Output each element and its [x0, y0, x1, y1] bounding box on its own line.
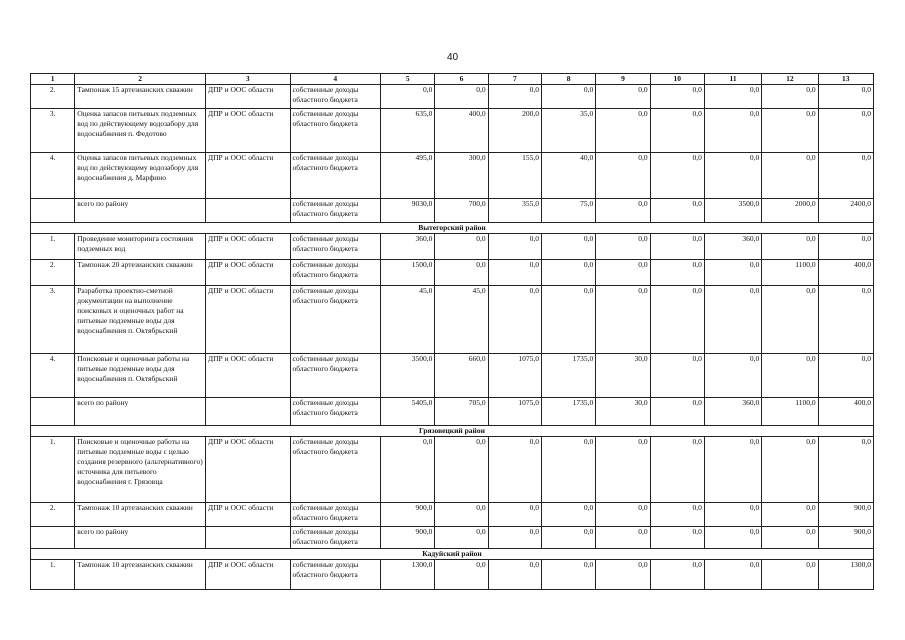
amount-col-11: 3500,0 — [704, 199, 761, 223]
executor: ДПР и ООС области — [206, 503, 291, 527]
column-header: 13 — [818, 74, 873, 85]
amount-col-13: 0,0 — [818, 354, 873, 398]
amount-col-10: 0,0 — [650, 286, 704, 354]
amount-col-11: 0,0 — [704, 153, 761, 199]
district-name: Грязовецкий район — [31, 426, 874, 437]
amount-col-7: 0,0 — [488, 527, 541, 549]
amount-col-7: 0,0 — [488, 260, 541, 286]
amount-col-11: 0,0 — [704, 354, 761, 398]
amount-col-10: 0,0 — [650, 560, 704, 590]
amount-total: 900,0 — [381, 503, 435, 527]
measure-name: Поисковые и оценочные работы на питьевые подземные воды с целью создания резервного (альтернативного) источника для питьевого водоснабжения г. Грязовца — [75, 437, 206, 503]
amount-col-12: 0,0 — [762, 286, 818, 354]
row-number: 4. — [31, 354, 75, 398]
table-row — [31, 437, 874, 503]
page-number: 40 — [446, 52, 459, 63]
measure-name: Поисковые и оценочные работы на питьевые подземные воды для водоснабжения п. Октябрьский — [75, 354, 206, 398]
amount-col-8: 0,0 — [541, 560, 595, 590]
executor: ДПР и ООС области — [206, 234, 291, 260]
amount-col-9: 30,0 — [596, 354, 650, 398]
amount-col-11: 0,0 — [704, 437, 761, 503]
amount-col-12: 0,0 — [762, 85, 818, 109]
district-header-row — [31, 223, 874, 234]
amount-col-10: 0,0 — [650, 437, 704, 503]
funding-source: собственные доходы областного бюджета — [290, 85, 381, 109]
amount-col-7: 0,0 — [488, 286, 541, 354]
row-number — [31, 199, 75, 223]
table-row — [31, 109, 874, 153]
table-body — [31, 85, 874, 590]
amount-col-9: 0,0 — [596, 437, 650, 503]
table-row — [31, 153, 874, 199]
executor: ДПР и ООС области — [206, 85, 291, 109]
amount-col-10: 0,0 — [650, 503, 704, 527]
amount-col-9: 0,0 — [596, 109, 650, 153]
amount-col-13: 0,0 — [818, 437, 873, 503]
funding-source: собственные доходы областного бюджета — [290, 234, 381, 260]
amount-col-10: 0,0 — [650, 398, 704, 426]
column-header: 12 — [762, 74, 818, 85]
amount-col-7: 1075,0 — [488, 398, 541, 426]
amount-col-12: 0,0 — [762, 560, 818, 590]
column-header: 10 — [650, 74, 704, 85]
table-row — [31, 85, 874, 109]
amount-col-8: 0,0 — [541, 260, 595, 286]
amount-col-8: 75,0 — [541, 199, 595, 223]
column-header: 1 — [31, 74, 75, 85]
amount-col-8: 1735,0 — [541, 398, 595, 426]
amount-col-10: 0,0 — [650, 199, 704, 223]
table-row — [31, 286, 874, 354]
amount-col-11: 0,0 — [704, 527, 761, 549]
amount-total: 0,0 — [381, 437, 435, 503]
row-number: 3. — [31, 286, 75, 354]
column-header: 6 — [435, 74, 488, 85]
funding-source: собственные доходы областного бюджета — [290, 437, 381, 503]
amount-col-10: 0,0 — [650, 109, 704, 153]
district-header-row — [31, 426, 874, 437]
amount-col-12: 1100,0 — [762, 260, 818, 286]
amount-col-8: 0,0 — [541, 85, 595, 109]
amount-col-13: 0,0 — [818, 286, 873, 354]
amount-col-9: 0,0 — [596, 527, 650, 549]
executor — [206, 398, 291, 426]
amount-col-6: 0,0 — [435, 437, 488, 503]
amount-col-8: 0,0 — [541, 234, 595, 260]
measure-name: всего по району — [75, 527, 206, 549]
measure-name: всего по району — [75, 398, 206, 426]
amount-col-9: 0,0 — [596, 286, 650, 354]
row-number: 2. — [31, 503, 75, 527]
column-header: 9 — [596, 74, 650, 85]
amount-col-12: 0,0 — [762, 437, 818, 503]
amount-col-12: 0,0 — [762, 503, 818, 527]
amount-col-7: 0,0 — [488, 560, 541, 590]
row-number: 2. — [31, 260, 75, 286]
amount-col-6: 705,0 — [435, 398, 488, 426]
amount-col-9: 0,0 — [596, 234, 650, 260]
measure-name: Проведение мониторинга состояния подземных вод — [75, 234, 206, 260]
amount-col-9: 0,0 — [596, 560, 650, 590]
executor: ДПР и ООС области — [206, 437, 291, 503]
measure-name: всего по району — [75, 199, 206, 223]
amount-total: 1500,0 — [381, 260, 435, 286]
amount-col-12: 1100,0 — [762, 398, 818, 426]
row-number: 1. — [31, 234, 75, 260]
amount-col-8: 0,0 — [541, 437, 595, 503]
executor: ДПР и ООС области — [206, 260, 291, 286]
amount-col-13: 900,0 — [818, 527, 873, 549]
measure-name: Тампонаж 15 артезианских скважин — [75, 85, 206, 109]
amount-col-11: 360,0 — [704, 398, 761, 426]
measure-name: Тампонаж 10 артезианских скважин — [75, 560, 206, 590]
amount-col-8: 35,0 — [541, 109, 595, 153]
amount-col-10: 0,0 — [650, 234, 704, 260]
executor: ДПР и ООС области — [206, 354, 291, 398]
amount-col-7: 0,0 — [488, 234, 541, 260]
funding-source: собственные доходы областного бюджета — [290, 260, 381, 286]
district-total-row — [31, 527, 874, 549]
measure-name: Оценка запасов питьевых подземных вод по действующему водозабору для водоснабжения д. Марфино — [75, 153, 206, 199]
amount-col-13: 0,0 — [818, 109, 873, 153]
measure-name: Тампонаж 10 артезианских скважин — [75, 503, 206, 527]
amount-total: 5405,0 — [381, 398, 435, 426]
executor: ДПР и ООС области — [206, 109, 291, 153]
amount-col-9: 30,0 — [596, 398, 650, 426]
district-name: Кадуйский район — [31, 549, 874, 560]
amount-col-6: 300,0 — [435, 153, 488, 199]
row-number — [31, 398, 75, 426]
amount-col-13: 1300,0 — [818, 560, 873, 590]
executor — [206, 527, 291, 549]
funding-source: собственные доходы областного бюджета — [290, 398, 381, 426]
amount-col-6: 660,0 — [435, 354, 488, 398]
amount-col-6: 0,0 — [435, 260, 488, 286]
amount-col-13: 900,0 — [818, 503, 873, 527]
amount-col-12: 0,0 — [762, 527, 818, 549]
amount-col-11: 0,0 — [704, 560, 761, 590]
amount-col-7: 355,0 — [488, 199, 541, 223]
amount-col-9: 0,0 — [596, 85, 650, 109]
amount-col-13: 400,0 — [818, 260, 873, 286]
amount-col-13: 0,0 — [818, 234, 873, 260]
amount-col-9: 0,0 — [596, 503, 650, 527]
row-number: 1. — [31, 437, 75, 503]
funding-source: собственные доходы областного бюджета — [290, 153, 381, 199]
executor: ДПР и ООС области — [206, 560, 291, 590]
amount-col-8: 0,0 — [541, 527, 595, 549]
column-header: 8 — [541, 74, 595, 85]
district-total-row — [31, 199, 874, 223]
amount-col-9: 0,0 — [596, 260, 650, 286]
amount-col-10: 0,0 — [650, 260, 704, 286]
amount-col-11: 0,0 — [704, 503, 761, 527]
column-header: 11 — [704, 74, 761, 85]
amount-col-6: 0,0 — [435, 527, 488, 549]
amount-col-11: 0,0 — [704, 260, 761, 286]
column-number-header — [31, 74, 874, 85]
column-header: 4 — [290, 74, 381, 85]
row-number: 3. — [31, 109, 75, 153]
amount-total: 0,0 — [381, 85, 435, 109]
amount-col-9: 0,0 — [596, 153, 650, 199]
amount-total: 360,0 — [381, 234, 435, 260]
amount-total: 900,0 — [381, 527, 435, 549]
amount-col-6: 0,0 — [435, 85, 488, 109]
amount-col-11: 0,0 — [704, 85, 761, 109]
amount-col-7: 0,0 — [488, 503, 541, 527]
column-header: 5 — [381, 74, 435, 85]
amount-col-10: 0,0 — [650, 527, 704, 549]
executor: ДПР и ООС области — [206, 153, 291, 199]
amount-col-10: 0,0 — [650, 153, 704, 199]
amount-col-12: 0,0 — [762, 153, 818, 199]
table-row — [31, 503, 874, 527]
measure-name: Оценка запасов питьевых подземных вод по действующему водозабору для водоснабжения п. Федотово — [75, 109, 206, 153]
amount-col-13: 0,0 — [818, 85, 873, 109]
row-number: 2. — [31, 85, 75, 109]
column-header: 2 — [75, 74, 206, 85]
amount-col-13: 400,0 — [818, 398, 873, 426]
amount-total: 3500,0 — [381, 354, 435, 398]
amount-col-12: 0,0 — [762, 234, 818, 260]
amount-col-7: 0,0 — [488, 437, 541, 503]
amount-col-6: 0,0 — [435, 234, 488, 260]
row-number: 1. — [31, 560, 75, 590]
amount-col-12: 0,0 — [762, 109, 818, 153]
district-name: Вытегорский район — [31, 223, 874, 234]
amount-total: 495,0 — [381, 153, 435, 199]
amount-col-6: 400,0 — [435, 109, 488, 153]
amount-total: 45,0 — [381, 286, 435, 354]
amount-col-13: 2400,0 — [818, 199, 873, 223]
amount-col-10: 0,0 — [650, 85, 704, 109]
amount-col-7: 155,0 — [488, 153, 541, 199]
amount-col-6: 0,0 — [435, 560, 488, 590]
amount-total: 9030,0 — [381, 199, 435, 223]
row-number: 4. — [31, 153, 75, 199]
amount-col-6: 0,0 — [435, 503, 488, 527]
amount-col-7: 200,0 — [488, 109, 541, 153]
amount-col-8: 0,0 — [541, 286, 595, 354]
amount-col-7: 1075,0 — [488, 354, 541, 398]
table-row — [31, 560, 874, 590]
funding-source: собственные доходы областного бюджета — [290, 527, 381, 549]
measure-name: Тампонаж 20 артезианских скважин — [75, 260, 206, 286]
amount-col-13: 0,0 — [818, 153, 873, 199]
amount-col-11: 360,0 — [704, 234, 761, 260]
funding-source: собственные доходы областного бюджета — [290, 109, 381, 153]
amount-col-6: 700,0 — [435, 199, 488, 223]
executor: ДПР и ООС области — [206, 286, 291, 354]
amount-col-8: 1735,0 — [541, 354, 595, 398]
amount-col-11: 0,0 — [704, 286, 761, 354]
district-header-row — [31, 549, 874, 560]
table-row — [31, 260, 874, 286]
row-number — [31, 527, 75, 549]
amount-total: 1300,0 — [381, 560, 435, 590]
column-header: 7 — [488, 74, 541, 85]
amount-col-12: 0,0 — [762, 354, 818, 398]
amount-col-12: 2000,0 — [762, 199, 818, 223]
amount-col-8: 0,0 — [541, 503, 595, 527]
funding-source: собственные доходы областного бюджета — [290, 199, 381, 223]
executor — [206, 199, 291, 223]
table-row — [31, 354, 874, 398]
budget-table — [30, 73, 874, 590]
amount-col-8: 40,0 — [541, 153, 595, 199]
funding-source: собственные доходы областного бюджета — [290, 560, 381, 590]
amount-col-6: 45,0 — [435, 286, 488, 354]
district-total-row — [31, 398, 874, 426]
funding-source: собственные доходы областного бюджета — [290, 354, 381, 398]
table-row — [31, 234, 874, 260]
amount-col-11: 0,0 — [704, 109, 761, 153]
funding-source: собственные доходы областного бюджета — [290, 503, 381, 527]
amount-total: 635,0 — [381, 109, 435, 153]
amount-col-9: 0,0 — [596, 199, 650, 223]
funding-source: собственные доходы областного бюджета — [290, 286, 381, 354]
amount-col-10: 0,0 — [650, 354, 704, 398]
measure-name: Разработка проектно-сметной документации на выполнение поисковых и оценочных работ на питьевые подземные воды для водоснабжения п. Октябрьский — [75, 286, 206, 354]
amount-col-7: 0,0 — [488, 85, 541, 109]
column-header: 3 — [206, 74, 291, 85]
